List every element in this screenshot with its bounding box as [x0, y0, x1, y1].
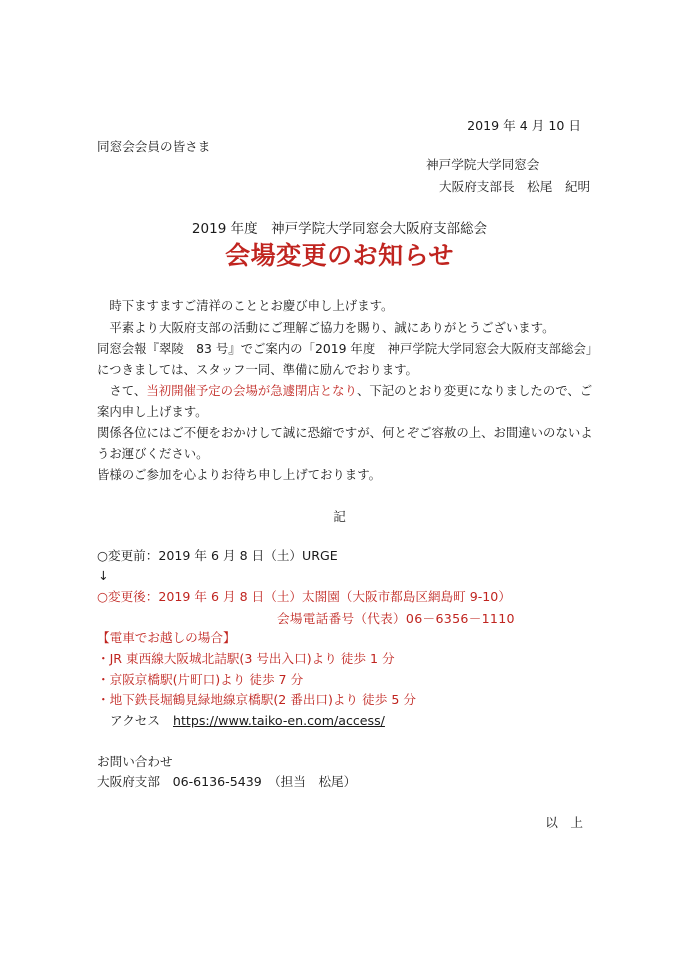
body-line: につきましては、スタッフ一同、準備に励んでおります。	[97, 362, 418, 377]
body-line: 案内申し上げます。	[97, 404, 208, 419]
ki-heading: 記	[333, 509, 346, 524]
highlighted-text: 当初開催予定の会場が急遽閉店となり	[146, 383, 357, 398]
sender-organization: 神戸学院大学同窓会	[426, 157, 540, 172]
venue-before: ○変更前：2019 年 6 月 8 日（土）URGE	[97, 548, 338, 563]
route-item: ・JR 東西線大阪城北詰駅(3 号出入口)より 徒歩 1 分	[97, 651, 395, 666]
body-text: さて、	[97, 383, 147, 398]
contact-info: 大阪府支部 06-6136-5439 （担当 松尾）	[97, 774, 357, 789]
body-text: 、下記のとおり変更になりましたので、ご	[356, 383, 593, 398]
train-access-heading: 【電車でお越しの場合】	[97, 630, 236, 645]
body-line	[97, 383, 592, 399]
event-title: 2019 年度 神戸学院大学同窓会大阪府支部総会	[191, 221, 488, 237]
body-line: 同窓会報『翠陵 83 号』でご案内の「2019 年度 神戸学院大学同窓会大阪府支部総会」	[97, 341, 599, 356]
addressee: 同窓会会員の皆さま	[97, 139, 211, 154]
access-label: アクセス	[110, 713, 160, 728]
closing-remark: 以 上	[545, 815, 583, 830]
document-date: 2019 年 4 月 10 日	[467, 118, 581, 133]
body-line: 平素より大阪府支部の活動にご理解ご協力を賜り、誠にありがとうございます。	[97, 320, 555, 335]
access-link[interactable]: https://www.taiko-en.com/access/	[173, 713, 385, 728]
route-item: ・京阪京橋駅(片町口)より 徒歩 7 分	[97, 672, 304, 687]
body-line: 皆様のご参加を心よりお待ち申し上げております。	[97, 467, 381, 482]
venue-phone: 会場電話番号（代表）06－6356－1110	[277, 611, 515, 626]
body-line: うお運びください。	[97, 446, 209, 461]
venue-after: ○変更後：2019 年 6 月 8 日（土）太閤園（大阪市都島区網島町 9-10）	[97, 589, 511, 604]
body-line: 関係各位にはご不便をおかけして誠に恐縮ですが、何とぞご容赦の上、お間違いのないよ	[97, 425, 593, 440]
down-arrow-icon: ↓	[98, 568, 109, 583]
main-title: 会場変更のお知らせ	[225, 241, 454, 270]
route-item: ・地下鉄長堀鶴見緑地線京橋駅(2 番出口)より 徒歩 5 分	[97, 692, 416, 707]
contact-label: お問い合わせ	[97, 754, 173, 769]
body-line: 時下ますますご清祥のこととお慶び申し上げます。	[97, 298, 394, 313]
sender-name: 大阪府支部長 松尾 紀明	[439, 179, 591, 194]
